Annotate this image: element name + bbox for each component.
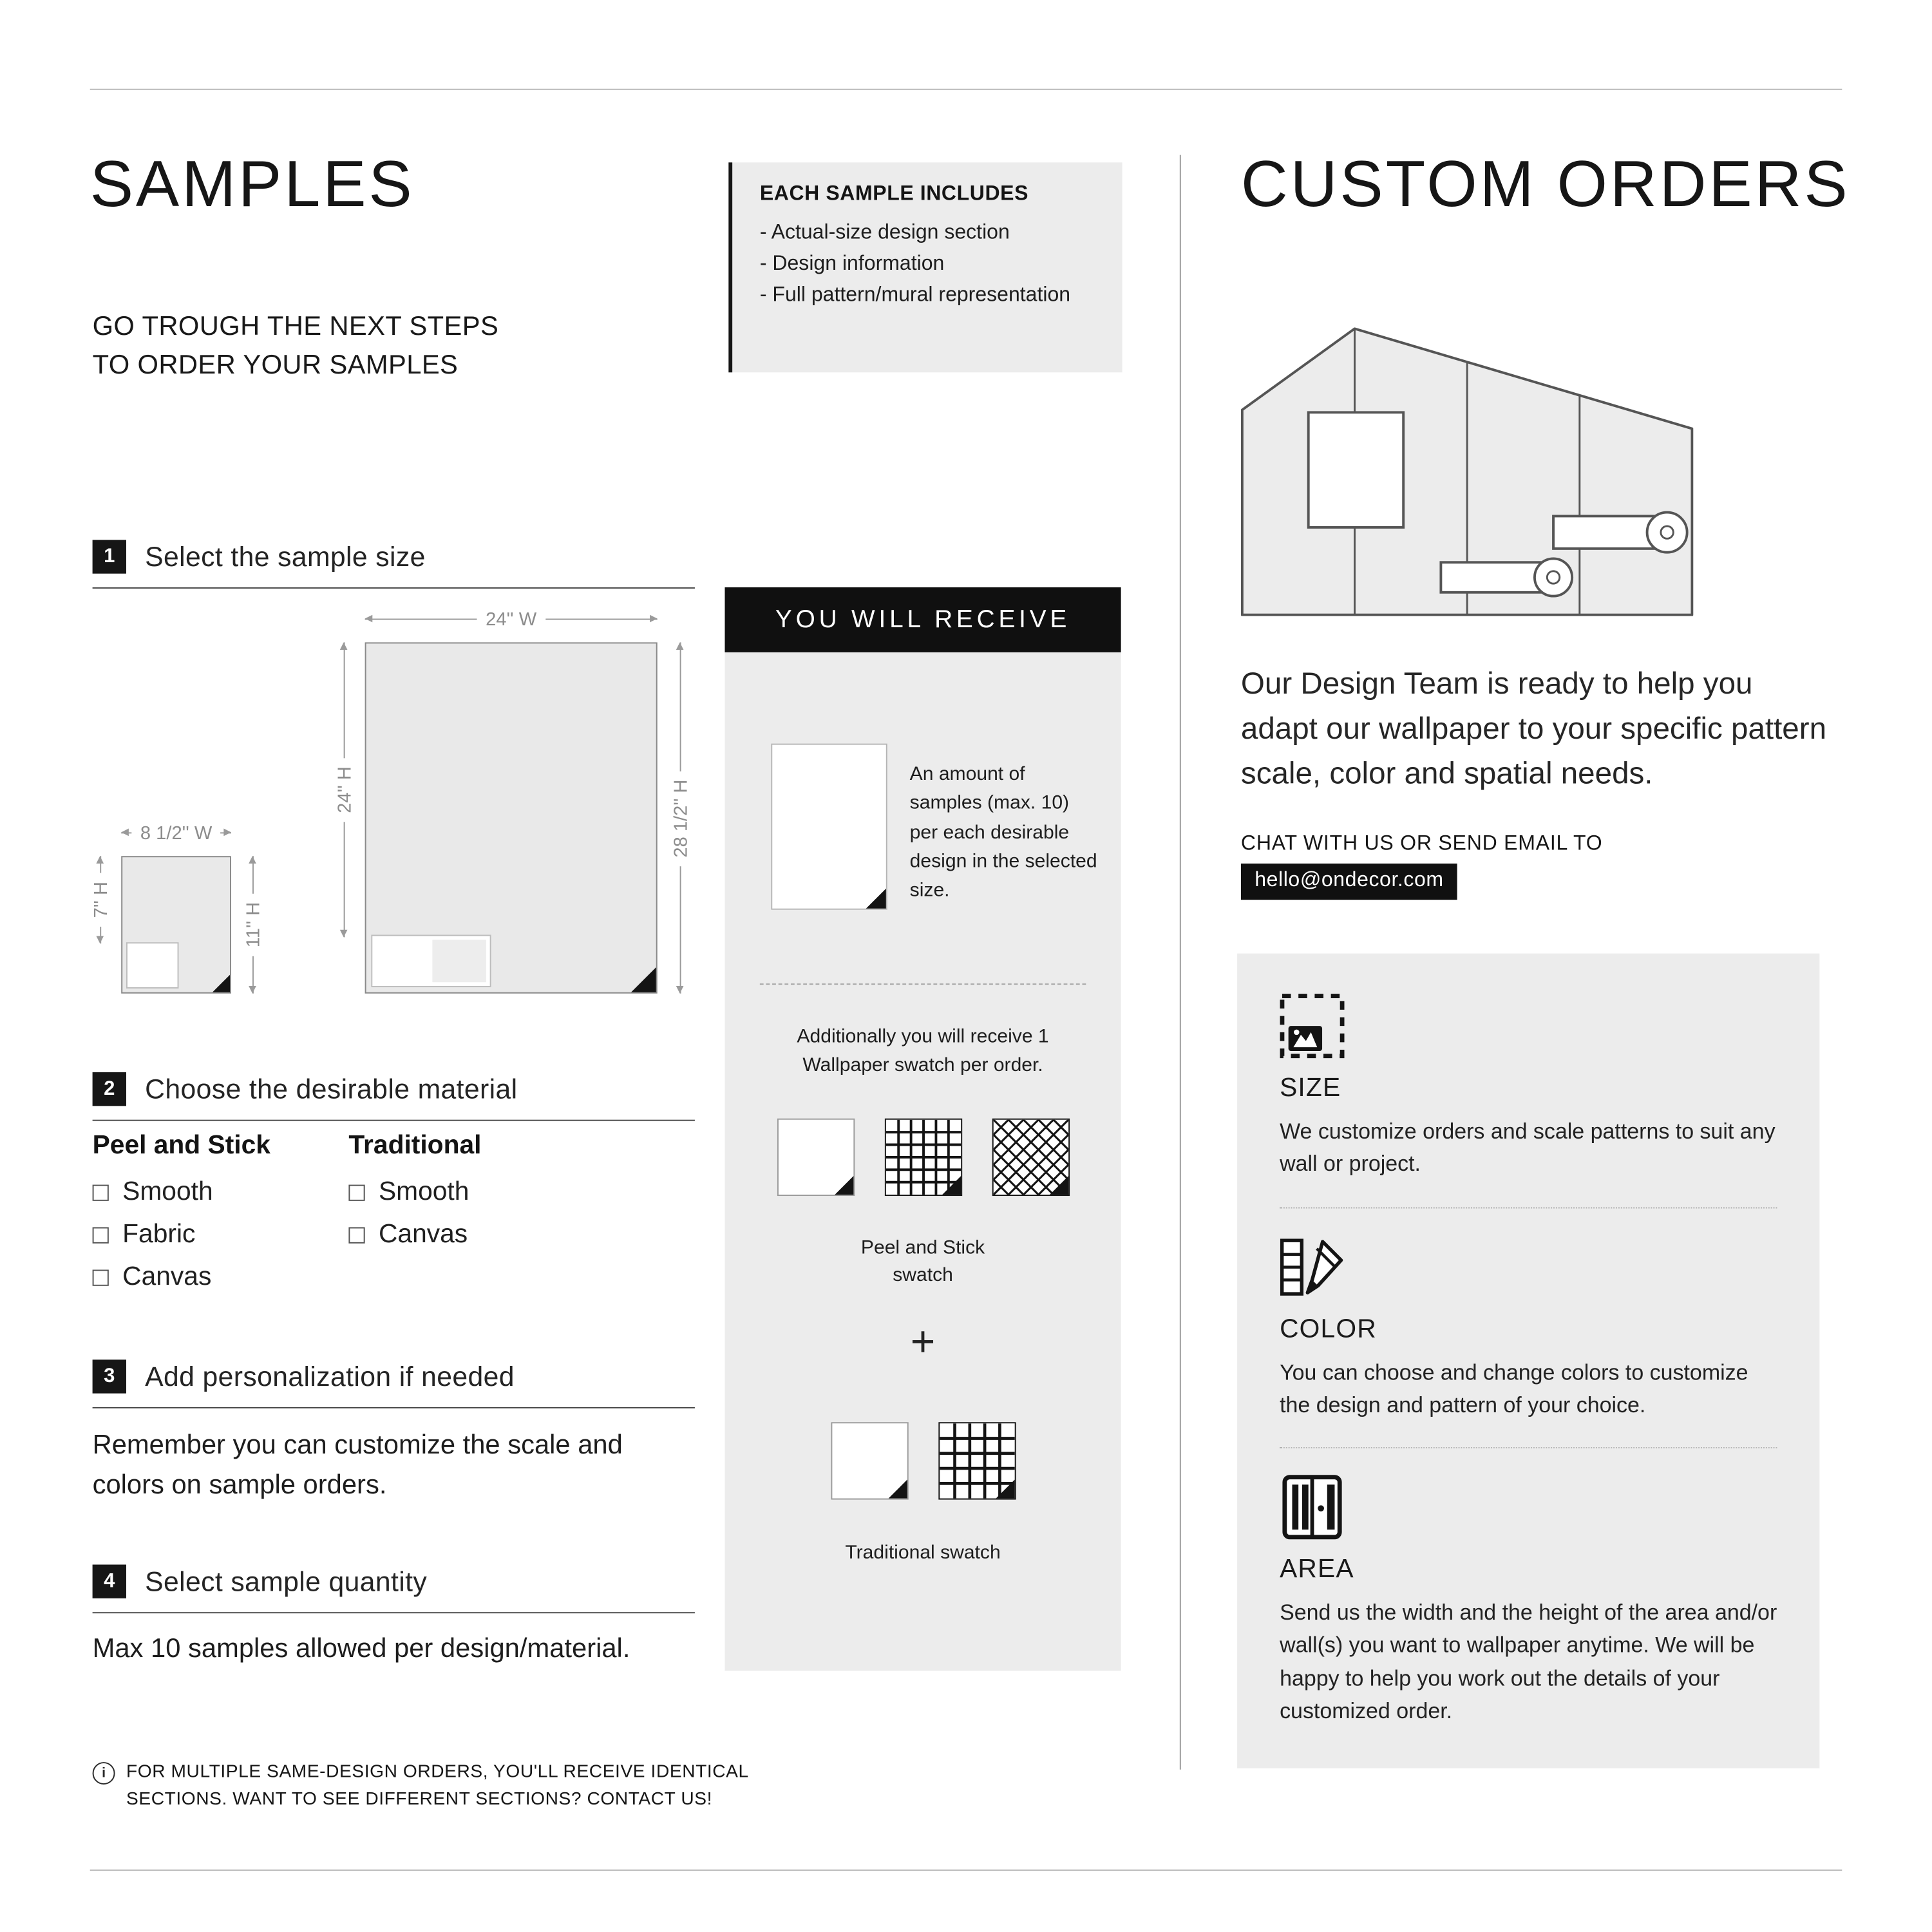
dimension-line-large-width — [365, 609, 658, 630]
option-label: Fabric — [122, 1219, 196, 1249]
dotted-divider — [1280, 1207, 1777, 1208]
footer-note-line-2: SECTIONS. WANT TO SEE DIFFERENT SECTIONS? CONTACT US! — [126, 1789, 713, 1810]
feature-name: COLOR — [1280, 1314, 1377, 1343]
plus-sign: + — [910, 1318, 936, 1366]
includes-item: - Actual-size design section — [759, 221, 1010, 244]
sample-size-diagram — [90, 598, 695, 1028]
samples-title: SAMPLES — [90, 148, 415, 222]
checkbox-icon[interactable] — [348, 1227, 365, 1243]
footer-note-line-1: FOR MULTIPLE SAME-DESIGN ORDERS, YOU'LL RECEIVE IDENTICAL — [126, 1762, 749, 1783]
dimension-line-small-width — [121, 822, 231, 844]
folded-corner-icon — [888, 1480, 907, 1499]
traditional-swatch-row — [724, 1422, 1121, 1499]
peel-and-stick-column — [93, 1131, 349, 1305]
samples-intro — [93, 307, 499, 385]
sample-sheet-icon — [771, 744, 887, 910]
dim-label-large-height-left: 24'' H — [334, 758, 355, 822]
step-4-label: Select sample quantity — [145, 1565, 428, 1596]
materials-section — [93, 1131, 574, 1305]
swatch-subarea — [432, 940, 486, 982]
large-sample-rect — [365, 642, 658, 993]
footer-note — [93, 1759, 749, 1814]
checkbox-icon[interactable] — [93, 1227, 109, 1243]
step-1-label: Select the sample size — [145, 540, 426, 572]
feature-name: SIZE — [1280, 1073, 1341, 1103]
option-traditional-canvas[interactable] — [348, 1220, 573, 1250]
traditional-swatch-label: Traditional swatch — [845, 1542, 1001, 1564]
house-illustration — [1241, 327, 1693, 617]
footer-note-text — [126, 1759, 749, 1814]
dim-label-small-height-left: 7'' H — [91, 873, 112, 927]
option-label: Canvas — [378, 1219, 468, 1249]
step-3-header — [93, 1359, 695, 1408]
dim-label-small-width: 8 1/2'' W — [131, 823, 221, 844]
peel-swatch-row — [724, 1119, 1121, 1196]
color-icon — [1280, 1234, 1345, 1299]
dim-label-small-height-right: 11'' H — [243, 893, 264, 956]
info-icon — [93, 1762, 115, 1785]
includes-box — [728, 162, 1122, 372]
feature-size — [1280, 994, 1777, 1180]
column-divider — [1180, 155, 1181, 1770]
you-will-receive-panel — [724, 587, 1121, 1671]
intro-line-1: GO TROUGH THE NEXT STEPS — [92, 311, 499, 341]
option-label: Smooth — [122, 1177, 213, 1206]
receive-samples-text: An amount of samples (max. 10) per each desirable design in the selected size. — [909, 763, 1097, 902]
crosshatch-swatch-icon — [992, 1119, 1069, 1196]
custom-features-panel — [1237, 954, 1819, 1768]
large-sample-swatch-area — [371, 934, 491, 987]
folded-corner-icon — [834, 1176, 853, 1195]
step-3-number: 3 — [93, 1359, 126, 1393]
folded-corner-icon — [996, 1480, 1014, 1499]
feature-color — [1280, 1234, 1777, 1421]
receive-panel-header — [724, 587, 1121, 652]
step-2-number: 2 — [93, 1072, 126, 1106]
traditional-title: Traditional — [348, 1131, 482, 1160]
dimension-line-large-height-left — [334, 642, 356, 937]
step-1-number: 1 — [93, 540, 126, 573]
peel-swatch-label: Peel and Stick swatch — [860, 1237, 985, 1287]
option-peel-fabric[interactable] — [93, 1220, 349, 1250]
small-sample-swatch-area — [126, 942, 179, 989]
folded-corner-icon — [866, 889, 886, 909]
step-1-header — [93, 540, 695, 589]
dim-label-large-height-right: 28 1/2'' H — [670, 770, 692, 866]
top-rule — [90, 89, 1842, 90]
includes-box-title: EACH SAMPLE INCLUDES — [759, 182, 1029, 205]
dotted-divider — [1280, 1447, 1777, 1448]
intro-line-2: TO ORDER YOUR SAMPLES — [92, 350, 459, 381]
step-4-header — [93, 1565, 695, 1614]
dimension-line-small-height-left — [90, 856, 112, 943]
feature-text: We customize orders and scale patterns to suit any wall or project. — [1280, 1118, 1776, 1177]
checkbox-icon[interactable] — [93, 1184, 109, 1200]
receive-additional-text: Additionally you will receive 1 Wallpaper swatch per order. — [797, 1026, 1049, 1077]
dimension-line-small-height-right — [243, 856, 265, 993]
folded-corner-icon — [942, 1176, 960, 1195]
personalization-note: Remember you can customize the scale and colors on sample orders. — [92, 1429, 623, 1501]
feature-name: AREA — [1280, 1554, 1354, 1584]
step-3-label: Add personalization if needed — [145, 1360, 515, 1392]
folded-corner-icon — [1049, 1176, 1068, 1195]
includes-item: - Full pattern/mural representation — [759, 283, 1071, 306]
option-label: Smooth — [378, 1177, 469, 1206]
grid-swatch-icon — [884, 1119, 961, 1196]
bottom-rule — [90, 1870, 1842, 1871]
step-4-number: 4 — [93, 1565, 126, 1598]
small-sample-rect — [121, 856, 231, 993]
email-badge[interactable]: hello@ondecor.com — [1241, 864, 1457, 900]
folded-corner-icon — [213, 975, 230, 992]
includes-item: - Design information — [759, 252, 945, 275]
step-2-header — [93, 1072, 695, 1121]
folded-corner-icon — [631, 967, 656, 992]
checkbox-icon[interactable] — [348, 1184, 365, 1200]
peel-and-stick-title: Peel and Stick — [92, 1131, 270, 1160]
plain-swatch-icon — [830, 1422, 907, 1499]
traditional-column — [348, 1131, 573, 1305]
plain-swatch-icon — [777, 1119, 854, 1196]
dimension-line-large-height-right — [670, 642, 692, 993]
contact-label: CHAT WITH US OR SEND EMAIL TO — [1240, 832, 1603, 855]
dim-label-large-width: 24'' W — [477, 609, 545, 630]
feature-area — [1280, 1475, 1777, 1727]
option-label: Canvas — [122, 1262, 212, 1291]
feature-text: Send us the width and the height of the area and/or wall(s) you want to wallpaper anytime. We will be happy to help you work out the details of your customized order. — [1280, 1599, 1777, 1723]
dashed-divider — [760, 983, 1086, 985]
grid-swatch-icon — [938, 1422, 1015, 1499]
size-icon — [1280, 994, 1345, 1059]
custom-orders-title: CUSTOM ORDERS — [1240, 148, 1850, 222]
feature-text: You can choose and change colors to customize the design and pattern of your choice. — [1280, 1359, 1748, 1417]
checkbox-icon[interactable] — [93, 1269, 109, 1285]
option-peel-canvas[interactable] — [93, 1262, 349, 1293]
receive-panel-title: YOU WILL RECEIVE — [775, 605, 1071, 633]
option-peel-smooth[interactable] — [93, 1177, 349, 1208]
quantity-note: Max 10 samples allowed per design/material. — [92, 1633, 630, 1663]
step-2-label: Choose the desirable material — [145, 1072, 518, 1104]
area-icon — [1280, 1475, 1345, 1540]
custom-orders-description: Our Design Team is ready to help you adapt our wallpaper to your specific pattern scale, color and spatial needs. — [1240, 667, 1827, 791]
option-traditional-smooth[interactable] — [348, 1177, 573, 1208]
